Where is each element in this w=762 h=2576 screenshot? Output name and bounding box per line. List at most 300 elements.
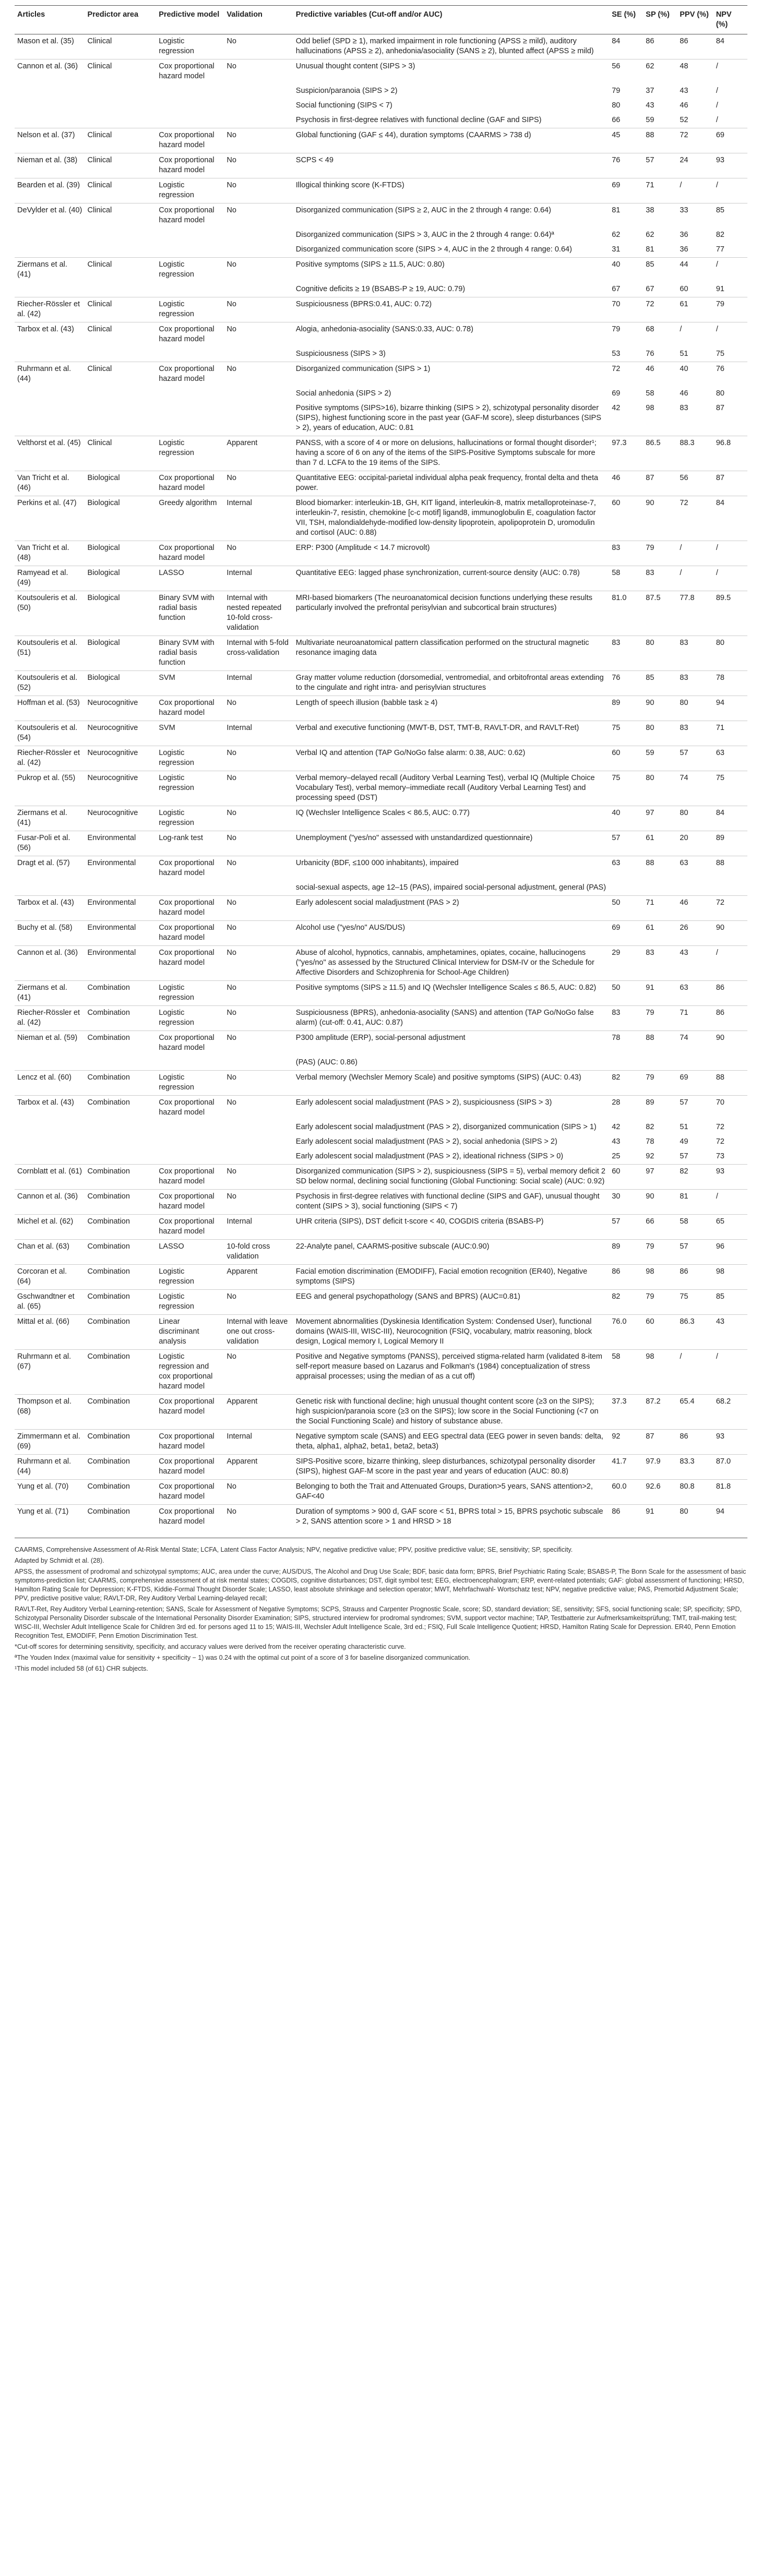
cell-se: 83 bbox=[609, 1006, 643, 1031]
cell-sp: 90 bbox=[643, 1190, 677, 1215]
cell-se: 43 bbox=[612, 1137, 621, 1146]
cell-ppv: / bbox=[677, 322, 713, 348]
cell-predictive-variables: Disorganized communication score (SIPS > 4, AUC in the 2 through 4 range: 0.64) bbox=[295, 245, 572, 254]
cell-validation: No bbox=[224, 1290, 293, 1315]
cell-npv: 85 bbox=[713, 203, 747, 229]
cell-validation bbox=[224, 243, 293, 258]
cell-npv: 70 bbox=[713, 1096, 747, 1121]
footnote: CAARMS, Comprehensive Assessment of At-Risk Mental State; LCFA, Latent Class Factor Analysis; NPV, negative predictive value; PPV, positive predictive value; SE, sensitivity; SP, specificity. bbox=[15, 1546, 573, 1553]
cell-predictive-variables: Alcohol use ("yes/no" AUS/DUS) bbox=[293, 921, 609, 946]
table-row bbox=[15, 84, 747, 99]
cell-se: 79 bbox=[612, 87, 621, 95]
table-row bbox=[15, 34, 747, 59]
cell-article: Mason et al. (35) bbox=[17, 37, 74, 45]
cell-predictive-model bbox=[156, 401, 224, 436]
table-row bbox=[15, 1315, 747, 1350]
cell-npv: 96 bbox=[713, 1240, 747, 1265]
cell-predictive-model: Cox proportional hazard model bbox=[156, 362, 224, 387]
cell-se: 50 bbox=[609, 896, 643, 921]
cell-ppv: 48 bbox=[677, 59, 713, 85]
cell-article bbox=[15, 1120, 85, 1135]
cell-predictor-area bbox=[85, 243, 157, 258]
cell-predictor-area bbox=[85, 84, 157, 99]
cell-predictor-area: Clinical bbox=[85, 203, 157, 229]
cell-predictive-model bbox=[156, 1149, 224, 1165]
cell-ppv: 57 bbox=[677, 746, 713, 771]
cell-ppv: 58 bbox=[677, 1215, 713, 1240]
cell-ppv: 43 bbox=[677, 946, 713, 981]
cell-se: 81.0 bbox=[609, 591, 643, 636]
cell-predictive-variables: Abuse of alcohol, hypnotics, cannabis, amphetamines, opiates, cocaine, hallucinogens ("yes/no" as assessed by the Structured Clinical Interview for DSM-IV or the Schedule for Affective Disorders and Schizophrenia for School-Age Children) bbox=[293, 946, 609, 981]
cell-predictive-model: Linear discriminant analysis bbox=[156, 1315, 224, 1350]
table-row bbox=[15, 1096, 747, 1121]
cell-npv: 87 bbox=[716, 404, 724, 412]
table-row bbox=[15, 1190, 747, 1215]
cell-predictor-area: Biological bbox=[85, 541, 157, 566]
cell-predictor-area bbox=[85, 1120, 157, 1135]
cell-se: 50 bbox=[609, 981, 643, 1006]
cell-sp: 85 bbox=[643, 258, 677, 283]
cell-validation: No bbox=[224, 946, 293, 981]
cell-sp: 59 bbox=[643, 746, 677, 771]
cell-predictor-area: Combination bbox=[85, 1190, 157, 1215]
cell-validation: No bbox=[224, 1350, 293, 1395]
cell-predictor-area bbox=[85, 99, 157, 113]
cell-predictor-area bbox=[85, 113, 157, 128]
cell-predictive-variables: Social anhedonia (SIPS > 2) bbox=[295, 389, 391, 398]
cell-ppv: 65.4 bbox=[677, 1395, 713, 1430]
cell-ppv: 63 bbox=[677, 856, 713, 881]
cell-sp: 59 bbox=[646, 116, 654, 124]
cell-ppv: 60 bbox=[680, 285, 688, 293]
cell-predictor-area: Combination bbox=[85, 1215, 157, 1240]
cell-article: Koutsouleris et al. (54) bbox=[15, 721, 85, 746]
table-row bbox=[15, 721, 747, 746]
cell-article bbox=[15, 243, 85, 258]
table-body bbox=[15, 34, 747, 1530]
table-row bbox=[15, 1290, 747, 1315]
cell-ppv: / bbox=[677, 178, 713, 203]
cell-npv bbox=[713, 881, 747, 896]
cell-sp: 80 bbox=[643, 771, 677, 806]
cell-se: 58 bbox=[609, 566, 643, 591]
cell-se: 46 bbox=[609, 471, 643, 496]
cell-predictive-model: Binary SVM with radial basis function bbox=[156, 636, 224, 671]
cell-predictive-variables: Urbanicity (BDF, ≤100 000 inhabitants), impaired bbox=[293, 856, 609, 881]
table-row bbox=[15, 981, 747, 1006]
cell-validation bbox=[224, 84, 293, 99]
cell-ppv: 86 bbox=[680, 37, 688, 45]
cell-sp: 82 bbox=[646, 1123, 654, 1131]
cell-predictive-model: Cox proportional hazard model bbox=[156, 946, 224, 981]
table-row bbox=[15, 896, 747, 921]
cell-predictive-model: Binary SVM with radial basis function bbox=[156, 591, 224, 636]
cell-npv: 90 bbox=[713, 921, 747, 946]
cell-npv: 96.8 bbox=[713, 436, 747, 471]
cell-article bbox=[15, 1149, 85, 1165]
cell-predictor-area: Clinical bbox=[85, 297, 157, 322]
cell-npv: 73 bbox=[716, 1152, 724, 1160]
cell-article: Gschwandtner et al. (65) bbox=[15, 1290, 85, 1315]
cell-predictive-model: Cox proportional hazard model bbox=[156, 59, 224, 85]
cell-sp: 61 bbox=[643, 921, 677, 946]
cell-npv: 84 bbox=[716, 37, 724, 45]
cell-predictive-model: Cox proportional hazard model bbox=[156, 322, 224, 348]
cell-sp: 79 bbox=[643, 1006, 677, 1031]
cell-predictor-area: Combination bbox=[85, 1031, 157, 1056]
cell-ppv: 26 bbox=[677, 921, 713, 946]
cell-predictive-model: Cox proportional hazard model bbox=[156, 128, 224, 153]
cell-predictive-model: Logistic regression bbox=[156, 178, 224, 203]
cell-ppv: 80 bbox=[677, 696, 713, 721]
cell-npv: 91 bbox=[716, 285, 724, 293]
table-row bbox=[15, 496, 747, 541]
cell-article: Tarbox et al. (43) bbox=[15, 322, 85, 348]
page bbox=[15, 0, 747, 1673]
table-row bbox=[15, 1265, 747, 1290]
cell-sp: 91 bbox=[643, 1505, 677, 1530]
cell-article: Fusar-Poli et al. (56) bbox=[15, 831, 85, 856]
cell-predictive-variables: Unusual thought content (SIPS > 3) bbox=[293, 59, 609, 85]
cell-predictive-model bbox=[156, 1135, 224, 1149]
cell-predictor-area: Environmental bbox=[85, 921, 157, 946]
cell-validation: No bbox=[224, 746, 293, 771]
cell-ppv: 56 bbox=[677, 471, 713, 496]
cell-predictor-area: Combination bbox=[85, 1071, 157, 1096]
cell-predictive-model: Logistic regression bbox=[156, 771, 224, 806]
cell-ppv: 83 bbox=[677, 721, 713, 746]
cell-se: 86 bbox=[609, 1505, 643, 1530]
cell-npv: 84 bbox=[713, 806, 747, 831]
cell-sp: 71 bbox=[643, 178, 677, 203]
cell-validation: No bbox=[224, 771, 293, 806]
cell-article: Tarbox et al. (43) bbox=[15, 896, 85, 921]
cell-article bbox=[15, 881, 85, 896]
cell-predictive-variables: Positive and Negative symptoms (PANSS), perceived stigma-related harm (validated 8-item self-report measure based on Lazarus and Folkman's (1984) conceptualization of stress appraisal processes; using the median of as a cut off) bbox=[293, 1350, 609, 1395]
cell-predictor-area: Biological bbox=[85, 496, 157, 541]
cell-article: Yung et al. (70) bbox=[15, 1480, 85, 1505]
cell-sp: 88 bbox=[643, 1031, 677, 1056]
cell-npv: 80 bbox=[713, 636, 747, 671]
cell-predictive-variables: Genetic risk with functional decline; high unusual thought content score (≥3 on the SIPS); high suspicion/paranoia score (≥3 on the SIPS); low score in the Social Functioning (<7 on the Social Functioning Scale) and history of substance abuse. bbox=[293, 1395, 609, 1430]
cell-predictive-variables: SIPS-Positive score, bizarre thinking, sleep disturbances, schizotypal personality disorder (SIPS), highest GAF-M score in the past year and years of education (AUC: 80.8) bbox=[293, 1455, 609, 1480]
cell-predictive-variables: Early adolescent social maladjustment (PAS > 2), ideational richness (SIPS > 0) bbox=[295, 1152, 564, 1160]
cell-validation: Apparent bbox=[224, 1265, 293, 1290]
table-row bbox=[15, 258, 747, 283]
table-row bbox=[15, 541, 747, 566]
cell-validation bbox=[224, 228, 293, 243]
cell-validation: Internal with leave one out cross-validation bbox=[224, 1315, 293, 1350]
cell-se bbox=[609, 1056, 643, 1071]
cell-ppv: 77.8 bbox=[677, 591, 713, 636]
cell-ppv: 75 bbox=[677, 1290, 713, 1315]
cell-article bbox=[15, 387, 85, 401]
cell-npv: 80 bbox=[716, 389, 724, 398]
cell-predictor-area: Clinical bbox=[85, 128, 157, 153]
cell-validation bbox=[224, 1120, 293, 1135]
cell-validation: No bbox=[224, 831, 293, 856]
cell-validation: No bbox=[224, 1071, 293, 1096]
cell-predictive-model: Cox proportional hazard model bbox=[156, 471, 224, 496]
cell-predictive-model bbox=[156, 113, 224, 128]
table-row bbox=[15, 153, 747, 178]
col-header-ppv: PPV (%) bbox=[677, 6, 713, 34]
cell-validation: No bbox=[224, 1480, 293, 1505]
table-row bbox=[15, 1350, 747, 1395]
cell-npv: 89.5 bbox=[713, 591, 747, 636]
cell-sp: 87 bbox=[643, 1430, 677, 1455]
cell-ppv: 83 bbox=[677, 671, 713, 696]
cell-article: Nieman et al. (59) bbox=[15, 1031, 85, 1056]
cell-predictor-area: Combination bbox=[85, 981, 157, 1006]
cell-npv: 68.2 bbox=[713, 1395, 747, 1430]
table-row bbox=[15, 771, 747, 806]
cell-predictive-variables: Duration of symptoms > 900 d, GAF score < 51, BPRS total > 15, BPRS psychotic subscale > 2, SANS attention score > 1 and HRSD > 18 bbox=[293, 1505, 609, 1530]
cell-sp: 80 bbox=[643, 636, 677, 671]
cell-sp: 62 bbox=[646, 231, 654, 239]
table-row bbox=[15, 746, 747, 771]
cell-article: Ziermans et al. (41) bbox=[15, 258, 85, 283]
cell-npv: 81.8 bbox=[713, 1480, 747, 1505]
cell-sp: 88 bbox=[643, 128, 677, 153]
cell-article: Perkins et al. (47) bbox=[15, 496, 85, 541]
cell-se: 67 bbox=[612, 285, 621, 293]
cell-sp: 78 bbox=[646, 1137, 654, 1146]
cell-article: Velthorst et al. (45) bbox=[15, 436, 85, 471]
cell-sp: 61 bbox=[643, 831, 677, 856]
cell-predictor-area: Clinical bbox=[85, 153, 157, 178]
cell-predictor-area bbox=[85, 881, 157, 896]
cell-ppv: 57 bbox=[677, 1240, 713, 1265]
cell-npv: / bbox=[713, 1190, 747, 1215]
cell-npv: 65 bbox=[713, 1215, 747, 1240]
cell-predictor-area bbox=[85, 1135, 157, 1149]
cell-predictor-area: Neurocognitive bbox=[85, 746, 157, 771]
footnote: ªThe Youden Index (maximal value for sensitivity + specificity − 1) was 0.24 with the optimal cut point of a score of 3 for baseline disorganized communication. bbox=[15, 1654, 471, 1661]
cell-predictive-variables: Unemployment ("yes/no" assessed with unstandardized questionnaire) bbox=[293, 831, 609, 856]
cell-validation: No bbox=[224, 203, 293, 229]
cell-validation: Internal bbox=[224, 496, 293, 541]
cell-se: 60 bbox=[609, 746, 643, 771]
cell-predictive-variables: Alogia, anhedonia-asociality (SANS:0.33, AUC: 0.78) bbox=[293, 322, 609, 348]
cell-npv: 82 bbox=[716, 231, 724, 239]
table-row bbox=[15, 128, 747, 153]
cell-predictive-variables: Positive symptoms (SIPS ≥ 11.5) and IQ (Wechsler Intelligence Scales ≤ 86.5, AUC: 0.82) bbox=[293, 981, 609, 1006]
table-row bbox=[15, 636, 747, 671]
col-header-npv: NPV (%) bbox=[713, 6, 747, 34]
cell-npv: 88 bbox=[713, 1071, 747, 1096]
cell-predictive-variables: Blood biomarker: interleukin-1B, GH, KIT ligand, interleukin-8, matrix metalloproteinase-7, interleukin-7, resistin, chemokine [c-c motif] ligand8, immunoglobulin E, coagulation factor VII, TSH, malondialdehyde-modified low-density lipoprotein, apolipoprotein D, uromodulin and cortisol (AUC: 0.88) bbox=[293, 496, 609, 541]
cell-npv: 93 bbox=[713, 1430, 747, 1455]
cell-predictor-area: Environmental bbox=[85, 831, 157, 856]
cell-se: 66 bbox=[612, 116, 621, 124]
cell-predictive-variables: (PAS) (AUC: 0.86) bbox=[295, 1058, 358, 1067]
cell-npv: 87 bbox=[713, 471, 747, 496]
table-row bbox=[15, 1430, 747, 1455]
table-row bbox=[15, 1135, 747, 1149]
table-row bbox=[15, 831, 747, 856]
cell-se: 89 bbox=[609, 696, 643, 721]
table-row bbox=[15, 282, 747, 297]
cell-article: Nelson et al. (37) bbox=[15, 128, 85, 153]
cell-predictive-model bbox=[156, 347, 224, 362]
cell-predictive-variables: EEG and general psychopathology (SANS and BPRS) (AUC=0.81) bbox=[293, 1290, 609, 1315]
cell-npv: 69 bbox=[713, 128, 747, 153]
predictive-models-table bbox=[15, 5, 747, 1529]
footnote: RAVLT-Ret, Rey Auditory Verbal Learning-retention; SANS, Scale for Assessment of Negative Symptoms; SCPS, Strauss and Carpenter Prognostic Scale, score; SD, standard deviation; SE, sensitivity; SFS, social functioning scale; SP, specificity; SPD, Schizotypal Personality Disorder subscale of the International Personality Disorder Examination; SIPS, structured interview for prodromal syndromes; SVM, support vector machine; TAP, Testbatterie zur Aufmerksamkeitsprüfung; TMT, trail-making test; WISC-III, Wechsler Adult Intelligence Scale for Children 3rd ed. for persons aged 11 to 15; WAIS-III, Wechsler Adult Intelligence Scale, 3rd ed.; FSIQ, Full Scale Intelligence Quotient; HRSD, Hamilton Rating Scale for Depression. ER40, Penn Emotion Recognition Test, EMODIFF, Penn Emotion Discrimination Test. bbox=[15, 1605, 742, 1639]
cell-sp: 76 bbox=[646, 350, 654, 358]
cell-sp: 87.5 bbox=[643, 591, 677, 636]
cell-npv: / bbox=[713, 59, 747, 85]
table-row bbox=[15, 1149, 747, 1165]
cell-ppv: 49 bbox=[680, 1137, 688, 1146]
cell-npv: 75 bbox=[716, 350, 724, 358]
cell-sp: 79 bbox=[643, 541, 677, 566]
cell-predictor-area: Neurocognitive bbox=[85, 806, 157, 831]
cell-se: 76 bbox=[609, 153, 643, 178]
cell-validation: No bbox=[224, 981, 293, 1006]
cell-predictor-area: Neurocognitive bbox=[85, 696, 157, 721]
cell-ppv: 52 bbox=[680, 116, 688, 124]
cell-se: 81 bbox=[609, 203, 643, 229]
cell-predictive-variables: ERP: P300 (Amplitude < 14.7 microvolt) bbox=[293, 541, 609, 566]
table-row bbox=[15, 1215, 747, 1240]
cell-validation: No bbox=[224, 921, 293, 946]
cell-sp: 60 bbox=[643, 1315, 677, 1350]
cell-predictive-model: Logistic regression bbox=[159, 37, 194, 55]
table-row bbox=[15, 297, 747, 322]
cell-ppv: 61 bbox=[677, 297, 713, 322]
col-header-predictor-area: Predictor area bbox=[85, 6, 157, 34]
cell-predictor-area: Combination bbox=[85, 1350, 157, 1395]
cell-predictive-variables: Disorganized communication (SIPS > 1) bbox=[293, 362, 609, 387]
cell-predictive-model: Greedy algorithm bbox=[156, 496, 224, 541]
cell-ppv: 36 bbox=[680, 231, 688, 239]
cell-se: 60 bbox=[609, 496, 643, 541]
cell-predictor-area: Neurocognitive bbox=[85, 771, 157, 806]
cell-predictive-model: Cox proportional hazard model bbox=[156, 1031, 224, 1056]
col-header-validation: Validation bbox=[224, 6, 293, 34]
cell-predictive-model: Cox proportional hazard model bbox=[156, 203, 224, 229]
cell-predictive-variables: Positive symptoms (SIPS ≥ 11.5, AUC: 0.80) bbox=[293, 258, 609, 283]
cell-predictive-variables: Disorganized communication (SIPS ≥ 2, AUC in the 2 through 4 range: 0.64) bbox=[293, 203, 609, 229]
cell-se: 75 bbox=[609, 721, 643, 746]
cell-validation: No bbox=[224, 696, 293, 721]
cell-predictor-area: Clinical bbox=[85, 362, 157, 387]
cell-predictor-area bbox=[85, 401, 157, 436]
cell-sp: 37 bbox=[646, 87, 654, 95]
cell-se: 30 bbox=[609, 1190, 643, 1215]
cell-ppv: 43 bbox=[680, 87, 688, 95]
cell-predictor-area: Combination bbox=[85, 1315, 157, 1350]
cell-predictive-model: Logistic regression bbox=[156, 258, 224, 283]
cell-predictive-model bbox=[156, 1120, 224, 1135]
cell-ppv bbox=[677, 1056, 713, 1071]
cell-predictor-area: Clinical bbox=[85, 436, 157, 471]
cell-sp: 67 bbox=[646, 285, 654, 293]
cell-ppv: 83.3 bbox=[677, 1455, 713, 1480]
col-header-articles: Articles bbox=[15, 6, 85, 34]
cell-predictor-area: Biological bbox=[85, 636, 157, 671]
cell-article: Riecher-Rössler et al. (42) bbox=[15, 297, 85, 322]
cell-validation: Internal bbox=[224, 1215, 293, 1240]
table-row bbox=[15, 322, 747, 348]
cell-predictive-variables: UHR criteria (SIPS), DST deficit t-score < 40, COGDIS criteria (BSABS-P) bbox=[293, 1215, 609, 1240]
cell-article: Van Tricht et al. (46) bbox=[15, 471, 85, 496]
cell-article: Ruhrmann et al. (44) bbox=[15, 362, 85, 387]
cell-predictor-area: Environmental bbox=[85, 896, 157, 921]
cell-predictive-model: Cox proportional hazard model bbox=[156, 696, 224, 721]
cell-se: 69 bbox=[612, 389, 621, 398]
cell-se: 37.3 bbox=[609, 1395, 643, 1430]
cell-ppv: 82 bbox=[677, 1165, 713, 1190]
cell-validation: No bbox=[224, 59, 293, 85]
cell-predictive-variables: social-sexual aspects, age 12–15 (PAS), impaired social-personal adjustment, general (PAS) bbox=[295, 883, 606, 892]
cell-npv: / bbox=[713, 541, 747, 566]
cell-predictive-model: Logistic regression bbox=[156, 806, 224, 831]
cell-validation: Internal bbox=[224, 566, 293, 591]
col-header-se: SE (%) bbox=[609, 6, 643, 34]
cell-predictive-variables: Positive symptoms (SIPS>16), bizarre thinking (SIPS > 2), schizotypal personality disorder (SIPS), highest functioning score in the past year (GAF-M score), sleep disturbances (SIPS > 2), years of education, AUC: 0.81 bbox=[295, 404, 601, 432]
table-row bbox=[15, 1006, 747, 1031]
cell-sp: 83 bbox=[643, 566, 677, 591]
cell-se: 84 bbox=[612, 37, 621, 45]
cell-se: 53 bbox=[612, 350, 621, 358]
cell-se: 25 bbox=[612, 1152, 621, 1160]
cell-ppv: 86 bbox=[677, 1430, 713, 1455]
cell-se: 92 bbox=[609, 1430, 643, 1455]
cell-ppv: 72 bbox=[677, 128, 713, 153]
cell-se: 31 bbox=[612, 245, 621, 254]
cell-article: Chan et al. (63) bbox=[15, 1240, 85, 1265]
cell-predictive-model: Cox proportional hazard model bbox=[156, 1455, 224, 1480]
cell-predictor-area: Combination bbox=[85, 1395, 157, 1430]
cell-predictive-model: Cox proportional hazard model bbox=[156, 896, 224, 921]
cell-predictive-variables: Odd belief (SPD ≥ 1), marked impairment in role functioning (APSS ≥ mild), auditory hallucinations (APSS ≥ 2), anhedonia/asociality (SANS ≥ 2), blunted affect (APSS ≥ mild) bbox=[295, 37, 594, 55]
cell-se: 42 bbox=[612, 1123, 621, 1131]
cell-predictive-variables: Early adolescent social maladjustment (PAS > 2), social anhedonia (SIPS > 2) bbox=[295, 1137, 557, 1146]
cell-se: 40 bbox=[609, 258, 643, 283]
cell-ppv: 46 bbox=[677, 896, 713, 921]
cell-se: 57 bbox=[609, 1215, 643, 1240]
cell-article: Bearden et al. (39) bbox=[15, 178, 85, 203]
table-row bbox=[15, 1455, 747, 1480]
cell-npv: 98 bbox=[713, 1265, 747, 1290]
cell-ppv: 46 bbox=[680, 389, 688, 398]
cell-predictive-variables: Global functioning (GAF ≤ 44), duration symptoms (CAARMS > 738 d) bbox=[293, 128, 609, 153]
cell-predictive-variables: Early adolescent social maladjustment (PAS > 2), suspiciousness (SIPS > 3) bbox=[293, 1096, 609, 1121]
cell-validation: No bbox=[224, 128, 293, 153]
cell-predictive-model bbox=[156, 84, 224, 99]
cell-sp: 98 bbox=[646, 404, 654, 412]
cell-npv: 72 bbox=[716, 1123, 724, 1131]
cell-se: 69 bbox=[609, 921, 643, 946]
cell-sp: 85 bbox=[643, 671, 677, 696]
cell-npv: / bbox=[713, 258, 747, 283]
col-header-sp: SP (%) bbox=[643, 6, 677, 34]
cell-predictive-model: Cox proportional hazard model bbox=[156, 153, 224, 178]
cell-sp: 98 bbox=[643, 1265, 677, 1290]
cell-ppv: 72 bbox=[677, 496, 713, 541]
cell-ppv: 83 bbox=[677, 636, 713, 671]
cell-article: Nieman et al. (38) bbox=[15, 153, 85, 178]
cell-predictor-area: Combination bbox=[85, 1505, 157, 1530]
cell-predictive-model: Logistic regression bbox=[156, 746, 224, 771]
cell-predictor-area bbox=[85, 347, 157, 362]
cell-npv: 90 bbox=[713, 1031, 747, 1056]
cell-npv: 63 bbox=[713, 746, 747, 771]
cell-article: Yung et al. (71) bbox=[15, 1505, 85, 1530]
